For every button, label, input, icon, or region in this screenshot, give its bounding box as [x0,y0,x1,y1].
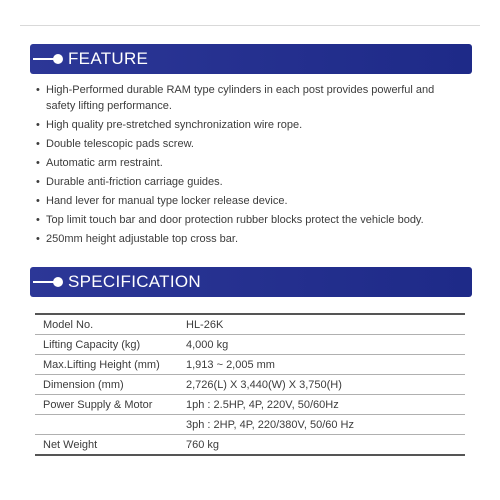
feature-header-bar [30,44,472,74]
spec-value: 2,726(L) X 3,440(W) X 3,750(H) [178,375,465,395]
table-row [35,375,465,395]
spec-value: 3ph : 2HP, 4P, 220/380V, 50/60 Hz [178,415,465,435]
feature-item: • Top limit touch bar and door protection rubber blocks protect the vehicle body. [36,214,424,226]
table-row [35,435,465,456]
bullet-icon: • [36,84,40,96]
spec-value: 4,000 kg [178,335,465,355]
line-dot-icon [30,267,64,297]
line-dot-icon [30,44,64,74]
spec-label [35,415,178,435]
bullet-icon: • [36,176,40,188]
table-row [35,395,465,415]
spec-label: Model No. [35,314,178,335]
bullet-icon: • [36,157,40,169]
top-divider [20,25,480,26]
spec-label: Max.Lifting Height (mm) [35,355,178,375]
table-row [35,415,465,435]
spec-label: Lifting Capacity (kg) [35,335,178,355]
feature-item: • High-Performed durable RAM type cylinders in each post provides powerful and safety lifting performance. [36,84,435,112]
table-row [35,314,465,335]
spec-label: Dimension (mm) [35,375,178,395]
spec-value: 1,913 ~ 2,005 mm [178,355,465,375]
bullet-icon: • [36,119,40,131]
spec-value: HL-26K [178,314,465,335]
specification-header-bar [30,267,472,297]
table-row [35,335,465,355]
feature-item: • Double telescopic pads screw. [36,138,194,150]
feature-item: • Hand lever for manual type locker release device. [36,195,288,207]
feature-list [36,82,456,250]
feature-title: FEATURE [68,49,149,68]
bullet-icon: • [36,195,40,207]
bullet-icon: • [36,214,40,226]
feature-item: • 250mm height adjustable top cross bar. [36,233,239,245]
spec-label: Net Weight [35,435,178,456]
feature-item: • High quality pre-stretched synchronization wire rope. [36,119,303,131]
specification-title: SPECIFICATION [68,272,201,291]
specification-table [35,313,465,456]
table-row [35,355,465,375]
spec-value: 760 kg [178,435,465,456]
feature-item: • Durable anti-friction carriage guides. [36,176,223,188]
feature-item: • Automatic arm restraint. [36,157,163,169]
bullet-icon: • [36,138,40,150]
spec-value: 1ph : 2.5HP, 4P, 220V, 50/60Hz [178,395,465,415]
bullet-icon: • [36,233,40,245]
spec-label: Power Supply & Motor [35,395,178,415]
